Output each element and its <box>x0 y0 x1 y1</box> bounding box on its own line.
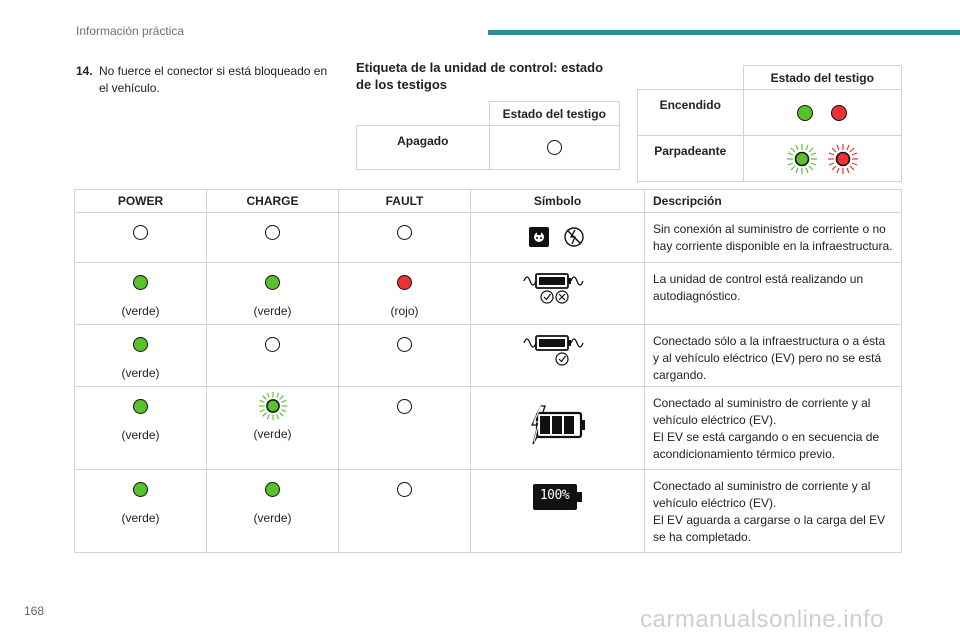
battery-full-icon <box>533 484 583 510</box>
col-header-charge: CHARGE <box>207 190 339 213</box>
blink-label: Parpadeante <box>638 136 744 182</box>
table-row <box>75 387 902 470</box>
off-light-icon <box>547 140 562 155</box>
light-color-label: (verde) <box>253 304 292 319</box>
col-header-power: POWER <box>75 190 207 213</box>
charging-battery-symbol-icon <box>528 405 588 445</box>
no-power-symbol-icon <box>526 225 590 249</box>
light-color-label: (rojo) <box>390 304 419 319</box>
red-light-icon <box>831 105 847 121</box>
power-cell <box>75 325 207 387</box>
light-color-label: (verde) <box>121 304 160 319</box>
col-header-symbol: Símbolo <box>471 190 645 213</box>
symbol-cell <box>471 263 645 325</box>
step-number: 14. <box>76 64 93 78</box>
on-lights-cell <box>743 90 902 136</box>
section-title: Etiqueta de la unidad de control: estado de los testigos <box>356 60 604 92</box>
fault-cell <box>339 325 471 387</box>
watermark: carmanualsonline.info <box>640 606 884 633</box>
power-light-green-icon <box>133 482 148 497</box>
charge-light-off-icon <box>265 337 280 352</box>
charge-cell <box>207 263 339 325</box>
fault-light-off-icon <box>397 482 412 497</box>
charge-light-green-icon <box>265 275 280 290</box>
symbol-cell <box>471 213 645 263</box>
blink-lights-cell <box>743 136 902 182</box>
fault-cell <box>339 213 471 263</box>
description-cell: Sin conexión al suministro de corriente o no hay corriente disponible en la infraestructura. <box>645 213 902 263</box>
power-light-green-icon <box>133 399 148 414</box>
charge-cell <box>207 325 339 387</box>
battery-percent-text: 100% <box>539 488 570 503</box>
light-color-label: (verde) <box>253 427 292 441</box>
off-state-table <box>356 101 620 170</box>
light-state-table <box>637 65 902 182</box>
fault-light-off-icon <box>397 225 412 240</box>
status-main-table <box>74 189 902 553</box>
description-cell: Conectado sólo a la infraestructura o a ésta y al vehículo eléctrico (EV) pero no se está cargando. <box>645 325 902 387</box>
off-light-cell <box>489 126 620 170</box>
status-table-header: Estado del testigo <box>743 66 902 90</box>
off-label: Apagado <box>357 126 490 170</box>
light-color-label: (verde) <box>121 366 160 381</box>
table-row <box>75 263 902 325</box>
light-color-label: (verde) <box>121 511 160 526</box>
fault-light-red-icon <box>397 275 412 290</box>
self-test-symbol-icon <box>522 271 594 305</box>
table-row <box>75 470 902 553</box>
table-row <box>75 213 902 263</box>
col-header-fault: FAULT <box>339 190 471 213</box>
red-blinking-light-icon <box>827 143 859 175</box>
description-cell: La unidad de control está realizando un autodiagnóstico. <box>645 263 902 325</box>
fault-light-off-icon <box>397 337 412 352</box>
page-number: 168 <box>24 604 45 618</box>
power-light-green-icon <box>133 275 148 290</box>
connected-not-charging-symbol-icon <box>522 333 594 367</box>
fault-cell <box>339 470 471 553</box>
on-label: Encendido <box>638 90 744 136</box>
power-cell <box>75 387 207 470</box>
symbol-cell <box>471 470 645 553</box>
fault-cell <box>339 387 471 470</box>
fault-cell <box>339 263 471 325</box>
charge-light-off-icon <box>265 225 280 240</box>
charge-cell <box>207 213 339 263</box>
page-header-title: Información práctica <box>76 24 185 38</box>
charge-cell <box>207 470 339 553</box>
step-14 <box>76 63 338 97</box>
charge-light-green-icon <box>265 482 280 497</box>
fault-light-off-icon <box>397 399 412 414</box>
light-color-label: (verde) <box>253 511 292 526</box>
col-header-description: Descripción <box>645 190 902 213</box>
symbol-cell <box>471 325 645 387</box>
description-cell: Conectado al suministro de corriente y al vehículo eléctrico (EV). El EV aguarda a cargarse o la carga del EV se ha completado. <box>645 470 902 553</box>
light-color-label: (verde) <box>121 428 160 443</box>
power-cell <box>75 213 207 263</box>
description-cell: Conectado al suministro de corriente y al vehículo eléctrico (EV). El EV se está cargando o en secuencia de acondicionamiento térmico previo. <box>645 387 902 470</box>
symbol-cell <box>471 387 645 470</box>
power-cell <box>75 470 207 553</box>
charge-cell <box>207 387 339 470</box>
table-row <box>75 325 902 387</box>
off-table-header: Estado del testigo <box>489 102 620 126</box>
charge-light-green-blinking-icon <box>258 391 288 421</box>
green-blinking-light-icon <box>786 143 818 175</box>
green-light-icon <box>797 105 813 121</box>
power-cell <box>75 263 207 325</box>
power-light-off-icon <box>133 225 148 240</box>
header-accent-bar <box>488 30 960 35</box>
power-light-green-icon <box>133 337 148 352</box>
step-text: No fuerce el conector si está bloqueado en el vehículo. <box>99 64 328 95</box>
